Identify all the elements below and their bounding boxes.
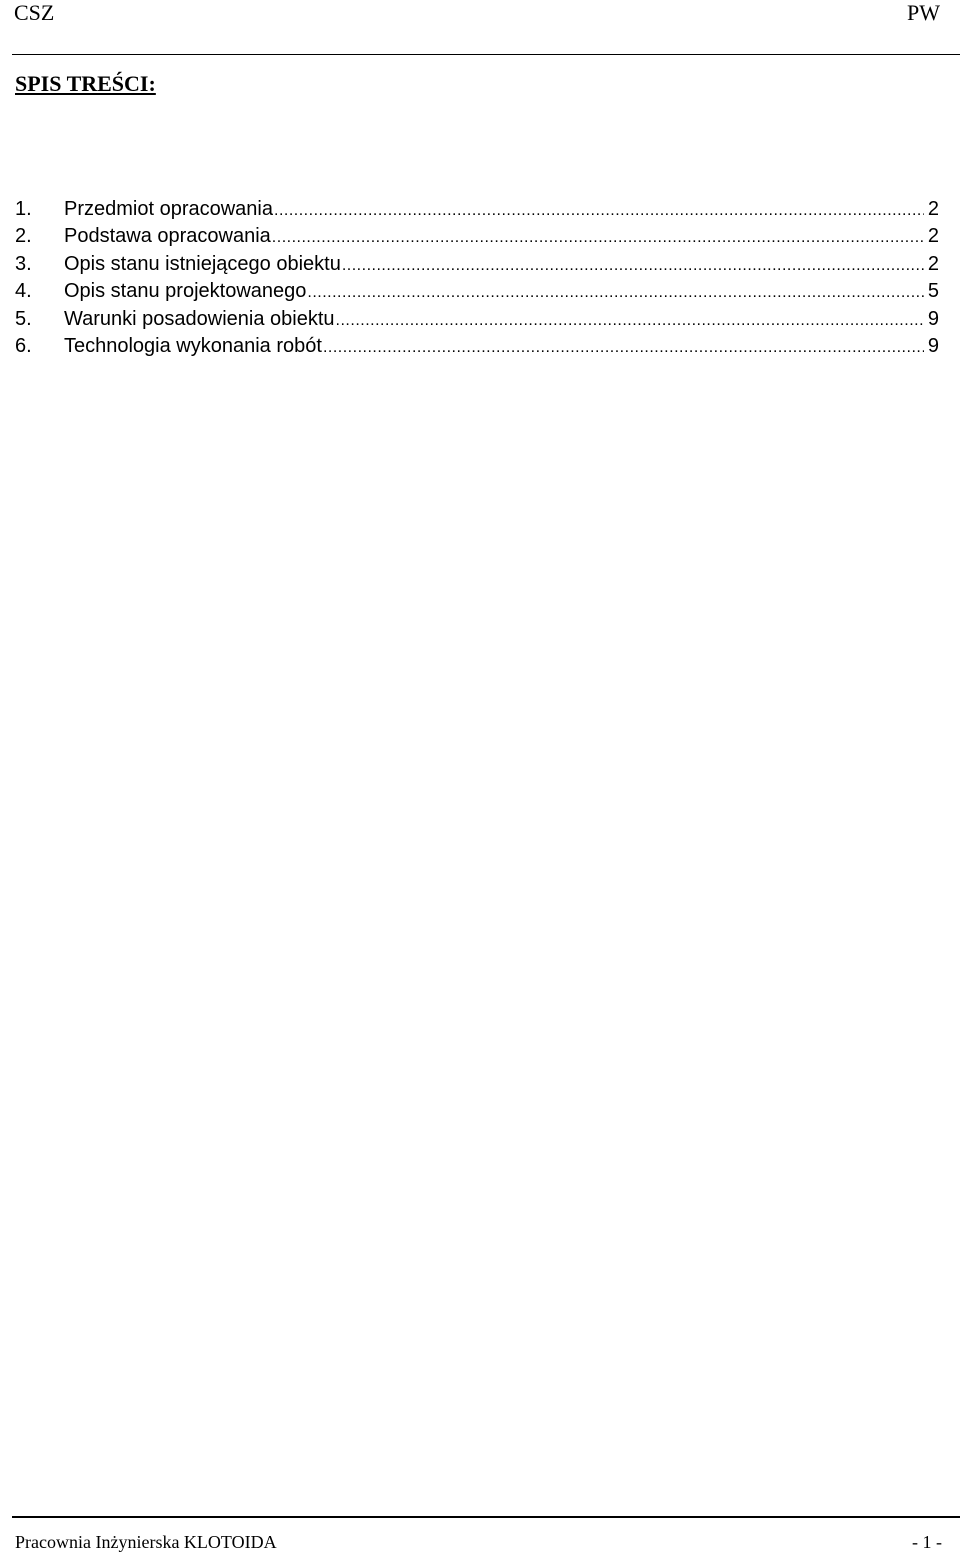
toc-item-number: 5. <box>15 307 32 330</box>
toc-item-number: 4. <box>15 280 32 303</box>
toc-item-label: Przedmiot opracowania <box>64 198 273 220</box>
toc-item-label: Podstawa opracowania <box>64 225 271 248</box>
toc-item-page: 2 <box>927 198 939 220</box>
toc-item-page: 9 <box>927 334 939 357</box>
toc-title: SPIS TREŚCI: <box>15 71 156 96</box>
footer-divider <box>12 1516 960 1518</box>
table-of-contents <box>15 196 939 360</box>
page-header <box>14 0 940 40</box>
toc-item-5[interactable] <box>15 306 939 333</box>
toc-item-3[interactable] <box>15 251 939 278</box>
toc-item-page: 2 <box>927 252 939 275</box>
toc-dot-leader <box>272 224 924 251</box>
footer-company-name: Pracownia Inżynierska KLOTOIDA <box>15 1532 277 1552</box>
toc-dot-leader <box>342 252 924 279</box>
toc-item-number: 2. <box>15 225 32 248</box>
toc-item-page: 5 <box>927 280 939 303</box>
toc-dot-leader <box>323 334 924 361</box>
toc-item-page: 9 <box>927 307 939 330</box>
toc-dot-leader <box>336 307 924 334</box>
toc-item-6[interactable] <box>15 333 939 360</box>
toc-dot-leader <box>274 197 924 224</box>
toc-item-page: 2 <box>927 225 939 248</box>
header-divider <box>12 54 960 55</box>
toc-item-2[interactable] <box>15 223 939 250</box>
toc-item-number: 6. <box>15 334 32 357</box>
toc-item-label: Technologia wykonania robót <box>64 334 322 357</box>
toc-item-label: Warunki posadowienia obiektu <box>64 307 335 330</box>
header-right-text: PW <box>907 0 940 25</box>
page-number: - 1 - <box>912 1532 942 1552</box>
toc-item-1[interactable] <box>15 196 939 223</box>
toc-item-label: Opis stanu istniejącego obiektu <box>64 252 341 275</box>
toc-dot-leader <box>307 279 924 306</box>
header-left-text: CSZ <box>14 0 55 25</box>
toc-item-number: 1. <box>15 198 32 220</box>
toc-item-number: 3. <box>15 252 32 275</box>
toc-item-4[interactable] <box>15 278 939 305</box>
toc-item-label: Opis stanu projektowanego <box>64 280 307 303</box>
